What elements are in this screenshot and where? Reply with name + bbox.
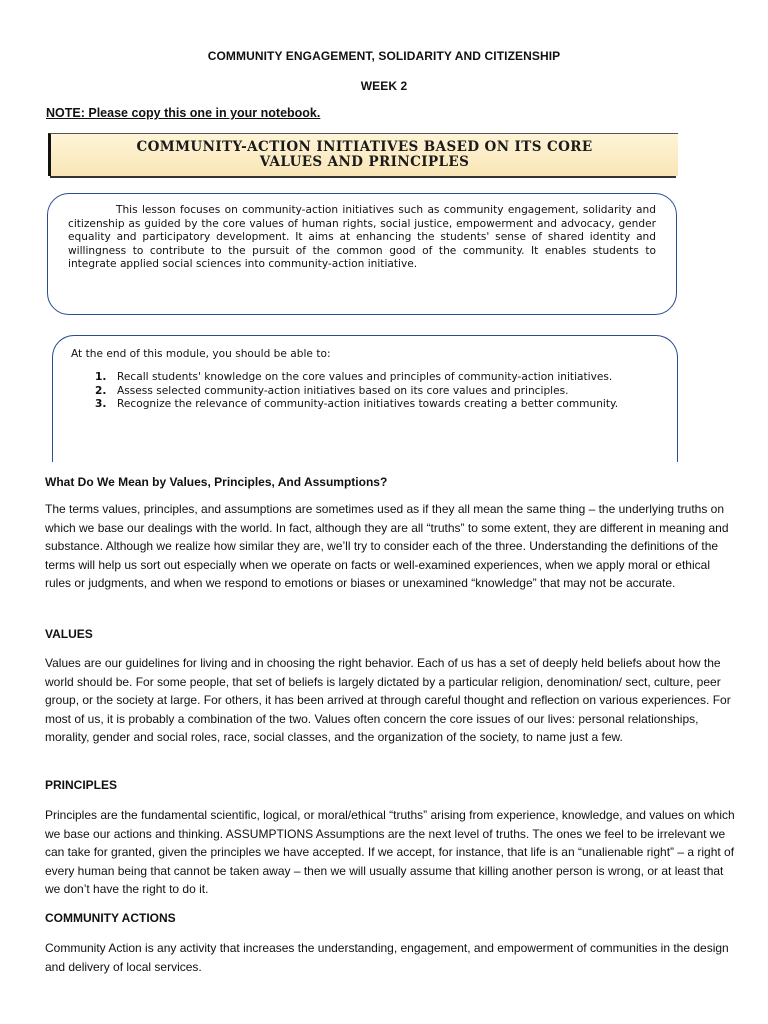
objective-number: 1.	[95, 370, 107, 383]
lesson-title-banner	[48, 133, 678, 176]
principles-heading: PRINCIPLES	[45, 778, 118, 792]
objective-item	[95, 371, 659, 385]
values-heading: VALUES	[45, 627, 93, 641]
objective-item	[95, 385, 659, 399]
objective-text: Recognize the relevance of community-action initiatives towards creating a better community.	[117, 398, 619, 411]
objectives-title: At the end of this module, you should be able to:	[71, 348, 331, 360]
community-actions-paragraph: Community Action is any activity that increases the understanding, engagement, and empowerment of communities in the design and delivery of local services.	[45, 941, 729, 974]
objectives-list	[71, 371, 659, 412]
community-actions-heading: COMMUNITY ACTIONS	[45, 911, 176, 925]
course-title: COMMUNITY ENGAGEMENT, SOLIDARITY AND CITIZENSHIP	[207, 49, 561, 63]
objective-text: Recall students' knowledge on the core values and principles of community-action initiatives.	[117, 370, 613, 383]
week-label: WEEK 2	[360, 79, 408, 93]
meaning-heading: What Do We Mean by Values, Principles, And Assumptions?	[45, 475, 388, 489]
principles-paragraph: Principles are the fundamental scientific, logical, or moral/ethical “truths” arising from experience, knowledge, and values on which we base our actions and thinking. ASSUMPTIONS Assumptions are the next level of truths. The ones we feel to be irrelevant we can take for granted, given the principles we have accepted. If we accept, for instance, that life is an “unalienable right” – a right of every human being that cannot be taken away – then we will usually assume that killing another person is wrong, or at least that we don’t have the right to do it.	[45, 808, 735, 897]
lesson-intro-box	[47, 193, 677, 315]
lesson-intro-text: This lesson focuses on community-action initiatives such as community engagement, solidarity and citizenship as guided by the core values of human rights, social justice, empowerment and advocacy, gender equality and participatory development. It aims at enhancing the students' sense of shared identity and willingness to contribute to the pursuit of the common good of the community. It enables students to integrate applied social sciences into community-action initiative.	[68, 204, 656, 271]
objectives-box	[52, 335, 678, 462]
banner-line-2: VALUES AND PRINCIPLES	[259, 154, 470, 170]
meaning-paragraph: The terms values, principles, and assumptions are sometimes used as if they all mean the same thing – the underlying truths on which we base our dealings with the world. In fact, although they are all “truths” to some extent, they are different in meaning and substance. Although we realize how similar they are, we’ll try to consider each of the three. Understanding the definitions of the terms will help us sort out especially when we operate on facts or well-examined experiences, when we apply moral or ethical rules or judgments, and when we respond to emotions or biases or unexamined “knowledge” that may not be accurate.	[45, 502, 729, 591]
objective-number: 3.	[95, 398, 107, 411]
objective-text: Assess selected community-action initiatives based on its core values and principles.	[117, 384, 569, 397]
objective-number: 2.	[95, 384, 107, 397]
values-paragraph: Values are our guidelines for living and in choosing the right behavior. Each of us has a set of deeply held beliefs about how the world should be. For some people, that set of beliefs is largely dictated by a particular religion, denomination/ sect, culture, peer group, or the society at large. For others, it has been arrived at through careful thought and reflection on various experiences. For most of us, it is probably a combination of the two. Values often concern the core issues of our lives: personal relationships, morality, gender and social roles, race, social classes, and the organization of the society, to name just a few.	[45, 656, 731, 745]
objective-item	[95, 398, 659, 412]
banner-line-1: COMMUNITY-ACTION INITIATIVES BASED ON ITS CORE	[136, 139, 593, 155]
copy-note: NOTE: Please copy this one in your notebook.	[46, 106, 321, 120]
